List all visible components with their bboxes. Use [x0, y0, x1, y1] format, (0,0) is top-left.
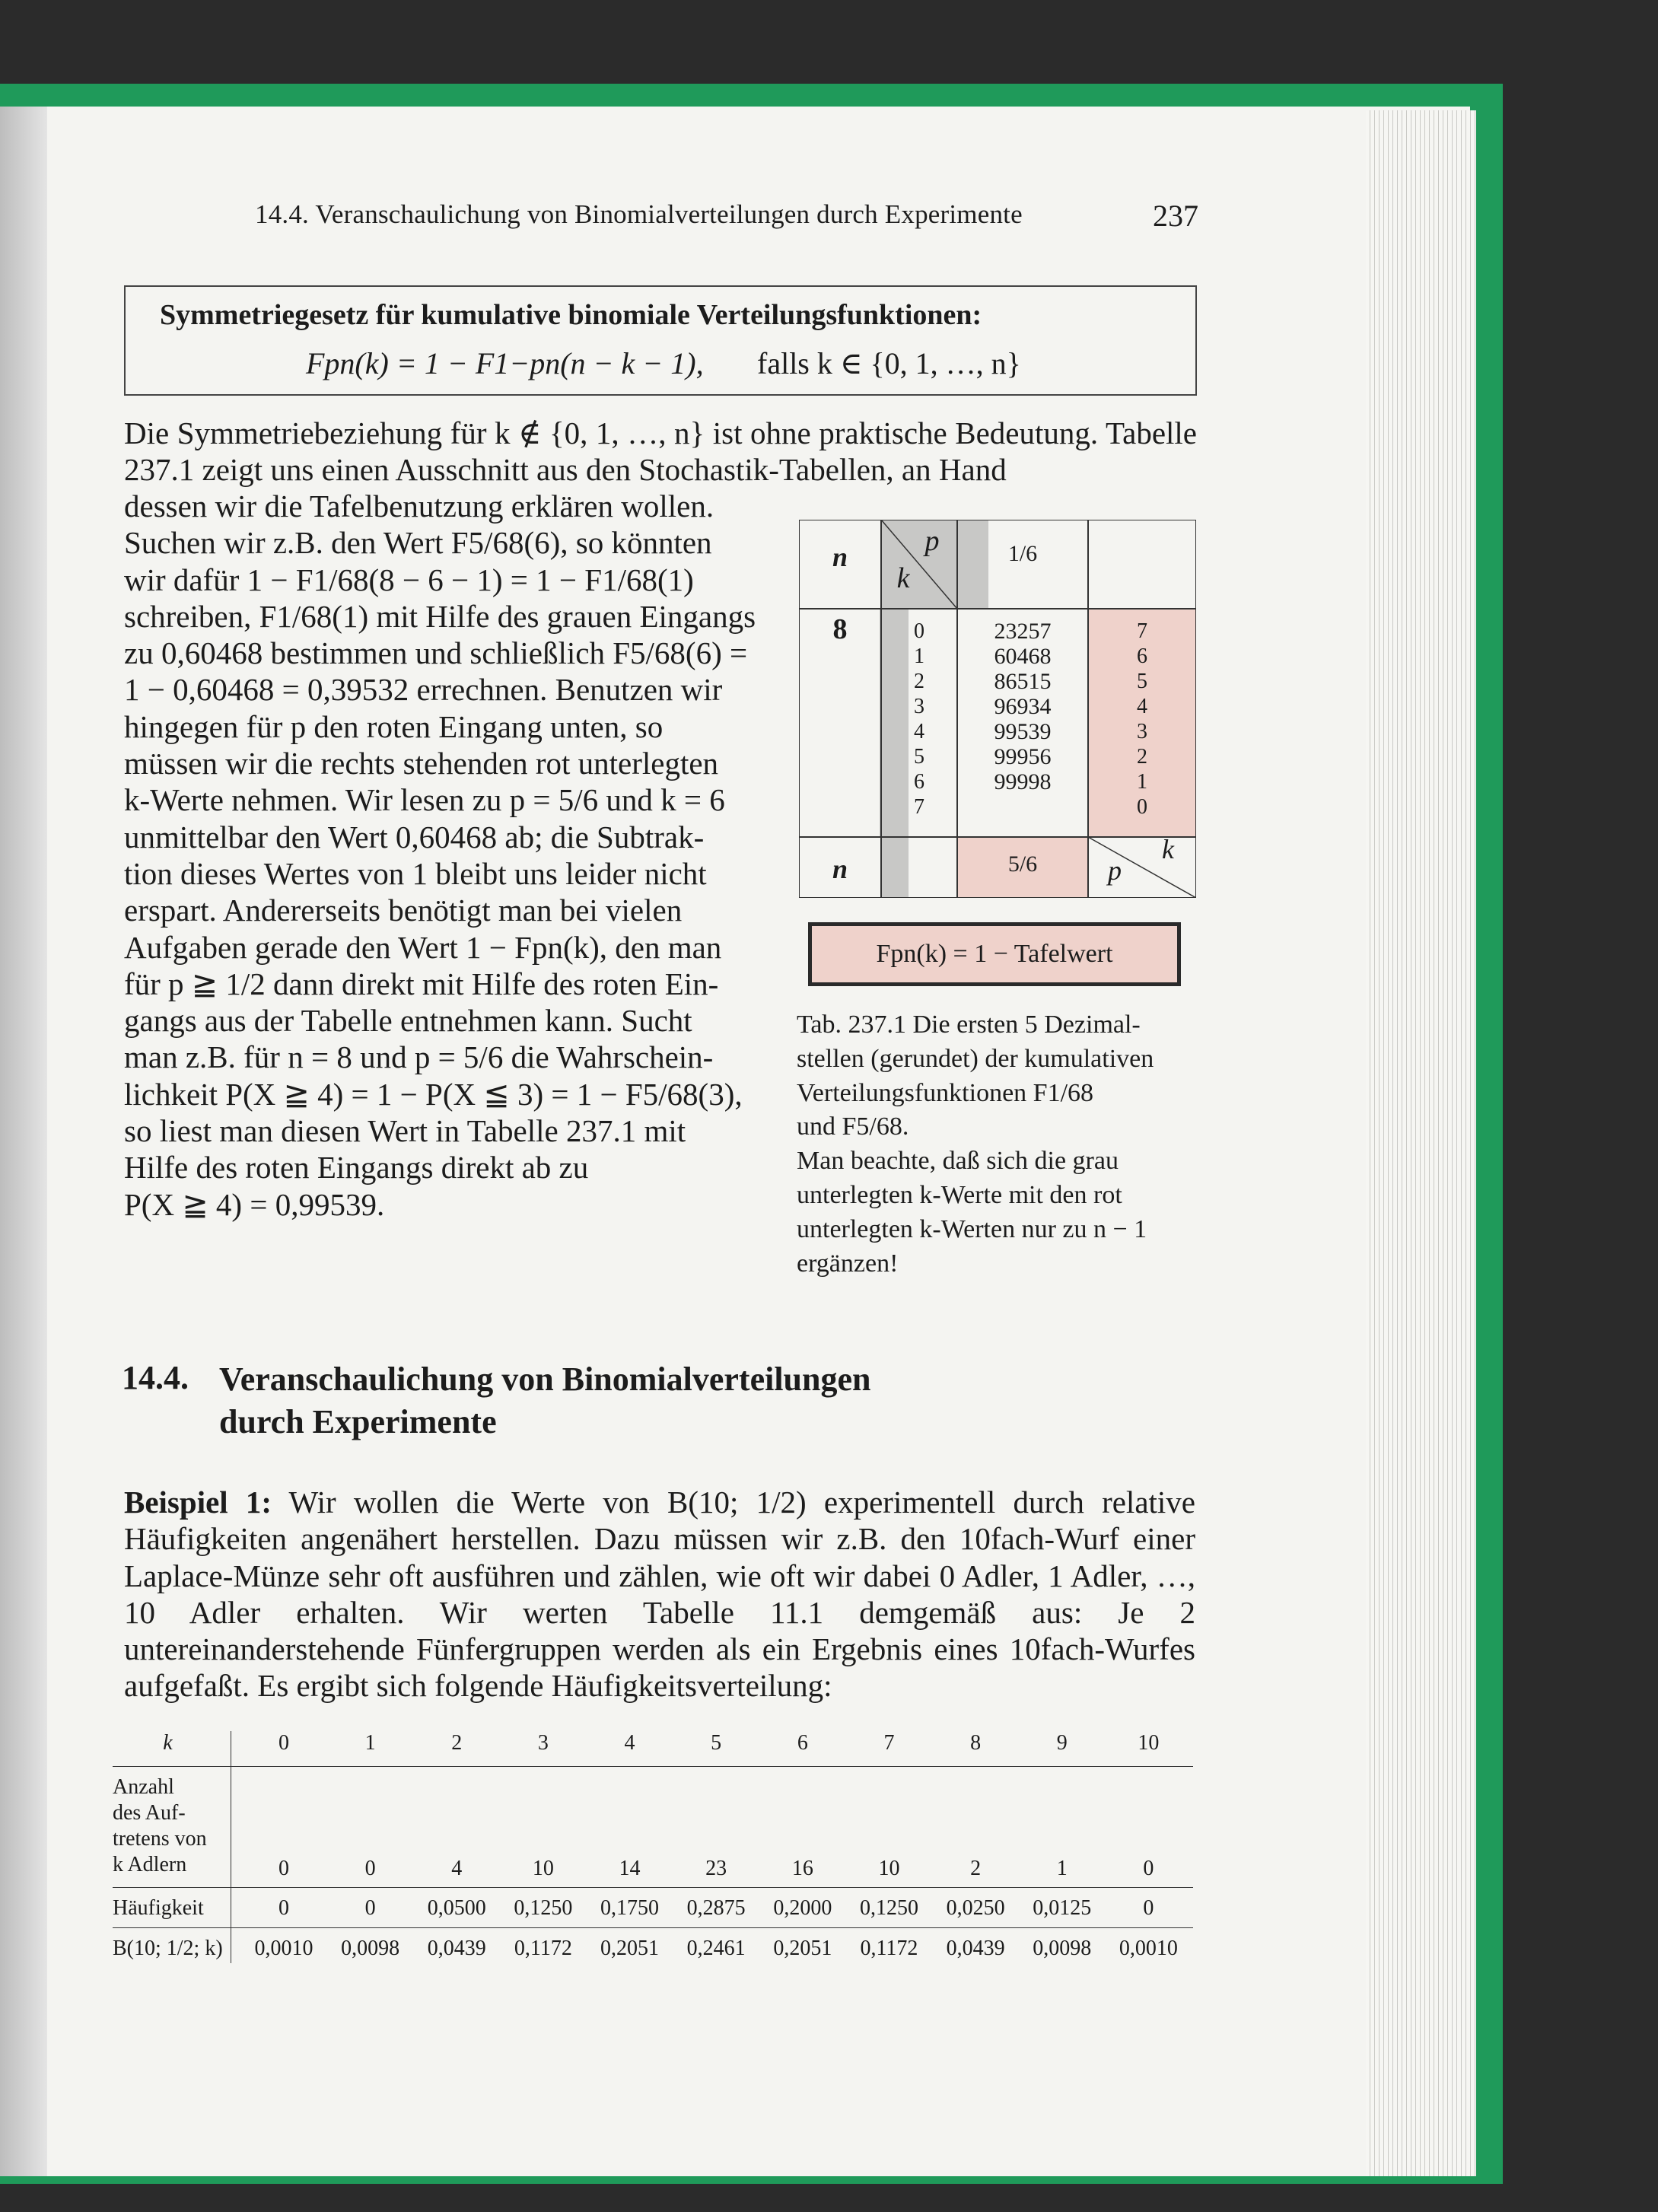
k-cell: 2: [451, 1731, 463, 1755]
k-right-value: 1: [1137, 770, 1147, 794]
caption-line: Verteilungsfunktionen F1/68: [797, 1078, 1094, 1107]
count-cell: 0: [364, 1857, 376, 1880]
table-value: 86515: [994, 669, 1052, 694]
caption-line: unterlegten k-Werte mit den rot: [797, 1180, 1122, 1209]
k-cell: 0: [278, 1731, 289, 1755]
caption-line: Man beachte, daß sich die grau: [797, 1147, 1119, 1176]
k-right-value: 2: [1137, 745, 1147, 769]
k-cell: 3: [537, 1731, 549, 1755]
column-line: 1 − 0,60468 = 0,39532 errechnen. Benutzen wir: [124, 672, 723, 708]
k-left-value: 2: [914, 670, 924, 693]
footer-p: p: [1108, 855, 1122, 886]
count-label-line: tretens von: [113, 1827, 207, 1851]
intro-paragraph: Die Symmetriebeziehung für k ∉ {0, 1, …, n} ist ohne praktische Bedeutung. Tabelle 237.1 zeigt uns einen Ausschnitt aus den Stochastik-Tabellen, an Hand: [124, 415, 1197, 488]
k-cell: 6: [797, 1731, 808, 1755]
k-left-value: 0: [914, 619, 924, 643]
header-k: k: [896, 562, 910, 594]
column-line: dessen wir die Tafelbenutzung erklären wollen.: [124, 489, 714, 524]
page-edges: [1366, 110, 1476, 2176]
count-cell: 23: [705, 1857, 727, 1880]
column-line: man z.B. für n = 8 und p = 5/6 die Wahrschein-: [124, 1039, 714, 1075]
k-left-value: 7: [914, 795, 924, 819]
count-cell: 2: [970, 1857, 982, 1880]
table-value: 99956: [994, 744, 1052, 769]
footer-n: n: [832, 854, 848, 884]
header-p: p: [924, 525, 940, 557]
page-number: 237: [1153, 199, 1198, 233]
column-line: k-Werte nehmen. Wir lesen zu p = 5/6 und k = 6: [124, 782, 725, 818]
freq-cell: 0,2875: [686, 1896, 746, 1920]
freq-label: Häufigkeit: [113, 1896, 204, 1920]
column-line: hingegen für p den roten Eingang unten, so: [124, 708, 664, 744]
count-cell: 0: [278, 1857, 289, 1880]
section-title-line: durch Experimente: [219, 1403, 497, 1440]
k-left-column: [881, 619, 957, 820]
k-right-value: 4: [1137, 695, 1147, 718]
count-cell: 14: [619, 1857, 641, 1880]
column-line: unmittelbar den Wert 0,60468 ab; die Subtrak-: [124, 819, 705, 855]
column-line: tion dieses Wertes von 1 bleibt uns leider nicht: [124, 855, 707, 891]
rule: [113, 1927, 1193, 1928]
binom-cell: 0,0098: [1033, 1937, 1092, 1960]
binom-cell: 0,1172: [514, 1937, 572, 1960]
frequency-table: [113, 1731, 1193, 1963]
k-right-value: 3: [1137, 720, 1147, 743]
column-line: Hilfe des roten Eingangs direkt ab zu: [124, 1150, 589, 1186]
freq-cell: 0,2000: [773, 1896, 832, 1920]
column-line: gangs aus der Tabelle entnehmen kann. Sucht: [124, 1003, 692, 1039]
column-line: wir dafür 1 − F1/68(8 − 6 − 1) = 1 − F1/68(1): [124, 562, 694, 597]
table-value: 60468: [994, 644, 1052, 669]
binom-cell: 0,0010: [1119, 1937, 1178, 1960]
binom-cell: 0,2051: [600, 1937, 660, 1960]
header-fraction: 1/6: [1007, 541, 1038, 566]
theorem-condition: falls k ∈ {0, 1, …, n}: [757, 346, 1021, 380]
table-value: 23257: [994, 619, 1052, 644]
k-right-column: [1088, 619, 1196, 820]
k-left-value: 1: [914, 645, 924, 668]
column-line: Aufgaben gerade den Wert 1 − Fpn(k), den man: [124, 929, 722, 965]
running-head: 14.4. Veranschaulichung von Binomialverteilungen durch Experimente: [255, 199, 1023, 229]
freq-cell: 0,0500: [427, 1896, 486, 1920]
column-line: lichkeit P(X ≧ 4) = 1 − P(X ≦ 3) = 1 − F5/68(3),: [124, 1076, 743, 1112]
caption-line: unterlegten k-Werten nur zu n − 1: [797, 1214, 1147, 1243]
binom-cell: 0,2461: [686, 1937, 746, 1960]
k-left-value: 4: [914, 720, 924, 743]
binom-cell: 0,0098: [341, 1937, 400, 1960]
freq-cell: 0,1250: [859, 1896, 918, 1920]
k-right-value: 0: [1137, 795, 1147, 819]
freq-cell: 0,0250: [946, 1896, 1005, 1920]
count-cell: 0: [1143, 1857, 1154, 1880]
k-right-value: 7: [1137, 619, 1147, 643]
count-label-line: Anzahl: [113, 1775, 174, 1799]
example-text: Wir wollen die Werte von B(10; 1/2) experimentell durch relative Häufigkeiten angenähert herstellen. Dazu müssen wir z.B. den 10fach-Wurf einer Laplace-Münze sehr oft ausführen und zählen, wie oft wir dabei 0 Adler, 1 Adler, …, 10 Adler erhalten. Wir werten Tabelle 11.1 demgemäß aus: Je 2 untereinanderstehende Fünfergruppen werden als ein Ergebnis eines 10fach-Wurfes aufgefaßt. Es ergibt sich folgende Häufigkeitsverteilung:: [124, 1485, 1195, 1704]
k-left-value: 6: [914, 770, 924, 794]
column-line: zu 0,60468 bestimmen und schließlich F5/68(6) =: [124, 635, 748, 671]
caption-line: ergänzen!: [797, 1249, 899, 1278]
column-line: Suchen wir z.B. den Wert F5/68(6), so könnten: [124, 525, 712, 561]
k-right-value: 5: [1137, 670, 1147, 693]
left-column-text: [124, 488, 759, 1223]
example-paragraph: [124, 1484, 1195, 1704]
count-cell: 16: [791, 1857, 813, 1880]
binom-cell: 0,0439: [427, 1937, 486, 1960]
freq-cell: 0,0125: [1033, 1896, 1092, 1920]
k-cell: 10: [1138, 1731, 1160, 1755]
binom-cell: 0,2051: [773, 1937, 832, 1960]
theorem-title: Symmetriegesetz für kumulative binomiale Verteilungsfunktionen:: [160, 299, 982, 331]
table-value: 99539: [994, 719, 1052, 744]
section-title-line: Veranschaulichung von Binomialverteilungen: [219, 1361, 871, 1398]
k-cell: 7: [883, 1731, 895, 1755]
example-label: Beispiel 1:: [124, 1485, 272, 1520]
left-page-edge: [0, 107, 47, 2176]
k-cell: 9: [1056, 1731, 1068, 1755]
caption-line: Tab. 237.1 Die ersten 5 Dezimal-: [797, 1011, 1141, 1039]
table-value: 96934: [994, 694, 1052, 719]
column-line: müssen wir die rechts stehenden rot unterlegten: [124, 746, 719, 781]
count-label-line: des Auf-: [113, 1801, 186, 1825]
binom-cell: 0,0439: [946, 1937, 1005, 1960]
section-number: 14.4.: [122, 1359, 189, 1396]
theorem-formula: Fpn(k) = 1 − F1−pn(n − k − 1),: [306, 346, 704, 380]
k-cell: 4: [624, 1731, 635, 1755]
column-line: so liest man diesen Wert in Tabelle 237.1 mit: [124, 1113, 686, 1149]
table-value: 99998: [994, 769, 1052, 794]
k-header-label: k: [163, 1731, 173, 1755]
freq-cell: 0: [278, 1896, 289, 1920]
count-cell: 1: [1056, 1857, 1068, 1880]
header-n: n: [832, 542, 848, 572]
k-cell: 1: [364, 1731, 376, 1755]
value-column: [957, 619, 1088, 794]
k-cell: 5: [711, 1731, 722, 1755]
k-left-value: 3: [914, 695, 924, 718]
rule: [113, 1887, 1193, 1888]
count-cell: 10: [532, 1857, 554, 1880]
column-line: P(X ≧ 4) = 0,99539.: [124, 1186, 385, 1222]
freq-cell: 0,1250: [514, 1896, 573, 1920]
tafelwert-formula-box: Fpn(k) = 1 − Tafelwert: [808, 922, 1181, 986]
footer-k: k: [1162, 834, 1174, 864]
column-line: für p ≧ 1/2 dann direkt mit Hilfe des roten Ein-: [124, 966, 719, 1001]
k-right-value: 6: [1137, 645, 1147, 668]
caption-line: stellen (gerundet) der kumulativen: [797, 1044, 1154, 1073]
count-cell: 4: [451, 1857, 463, 1880]
binom-cell: 0,1172: [860, 1937, 918, 1960]
column-line: erspart. Andererseits benötigt man bei vielen: [124, 893, 683, 928]
table-caption: [797, 1008, 1208, 1281]
k-cell: 8: [970, 1731, 982, 1755]
column-line: schreiben, F1/68(1) mit Hilfe des grauen Eingangs: [124, 598, 756, 634]
k-left-value: 5: [914, 745, 924, 769]
freq-cell: 0: [364, 1896, 376, 1920]
count-label-line: k Adlern: [113, 1853, 187, 1876]
count-label: [113, 1774, 223, 1878]
n-value: 8: [832, 613, 848, 645]
freq-cell: 0: [1143, 1896, 1154, 1920]
count-cell: 10: [878, 1857, 900, 1880]
caption-line: und F5/68.: [797, 1112, 909, 1141]
stochastik-table: [799, 520, 1196, 898]
footer-fraction: 5/6: [1007, 851, 1038, 877]
rule: [113, 1766, 1193, 1767]
freq-cell: 0,1750: [600, 1896, 660, 1920]
binom-cell: 0,0010: [254, 1937, 313, 1960]
section-title: [219, 1358, 871, 1443]
binom-label: B(10; 1/2; k): [113, 1937, 223, 1960]
